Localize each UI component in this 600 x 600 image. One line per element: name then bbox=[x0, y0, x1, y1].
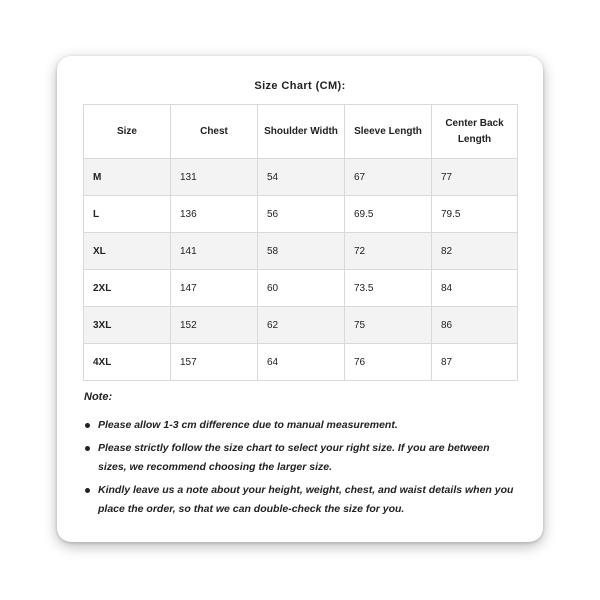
size-cell: 2XL bbox=[84, 270, 171, 307]
note-text: Please allow 1-3 cm difference due to manual measurement. bbox=[98, 419, 398, 431]
chest-cell: 152 bbox=[171, 307, 258, 344]
size-cell: 4XL bbox=[84, 344, 171, 381]
shoulder-width-cell: 54 bbox=[258, 159, 345, 196]
table-row bbox=[84, 307, 518, 344]
shoulder-width-cell: 62 bbox=[258, 307, 345, 344]
sleeve-length-cell: 76 bbox=[345, 344, 432, 381]
sleeve-length-cell: 69.5 bbox=[345, 196, 432, 233]
center-back-length-cell: 79.5 bbox=[432, 196, 518, 233]
shoulder-width-cell: 60 bbox=[258, 270, 345, 307]
table-row bbox=[84, 344, 518, 381]
note-list bbox=[84, 416, 518, 523]
table-row bbox=[84, 159, 518, 196]
sleeve-length-cell: 73.5 bbox=[345, 270, 432, 307]
size-chart-title: Size Chart (CM): bbox=[254, 80, 346, 92]
note-label: Note: bbox=[84, 391, 113, 403]
shoulder-width-cell: 58 bbox=[258, 233, 345, 270]
note-item bbox=[84, 439, 518, 477]
chest-cell: 157 bbox=[171, 344, 258, 381]
table-row bbox=[84, 270, 518, 307]
column-header-size: Size bbox=[84, 105, 171, 159]
center-back-length-cell: 77 bbox=[432, 159, 518, 196]
center-back-length-cell: 86 bbox=[432, 307, 518, 344]
sleeve-length-cell: 75 bbox=[345, 307, 432, 344]
size-chart-card bbox=[57, 56, 543, 542]
chest-cell: 136 bbox=[171, 196, 258, 233]
bullet-icon bbox=[85, 446, 90, 451]
table-row bbox=[84, 196, 518, 233]
shoulder-width-cell: 56 bbox=[258, 196, 345, 233]
note-item bbox=[84, 416, 518, 435]
size-cell: L bbox=[84, 196, 171, 233]
center-back-length-cell: 87 bbox=[432, 344, 518, 381]
table-header-row bbox=[84, 105, 518, 159]
note-text: Please strictly follow the size chart to select your right size. If you are between sizes, we recommend choosing the larger size. bbox=[98, 442, 490, 473]
table-row bbox=[84, 233, 518, 270]
size-table bbox=[83, 104, 518, 381]
column-header-shoulder-width: Shoulder Width bbox=[258, 105, 345, 159]
sleeve-length-cell: 67 bbox=[345, 159, 432, 196]
note-text: Kindly leave us a note about your height, weight, chest, and waist details when you place the order, so that we can double-check the size for you. bbox=[98, 484, 514, 515]
size-cell: M bbox=[84, 159, 171, 196]
column-header-sleeve-length: Sleeve Length bbox=[345, 105, 432, 159]
center-back-length-cell: 82 bbox=[432, 233, 518, 270]
column-header-center-back-length: Center Back Length bbox=[432, 105, 518, 159]
note-item bbox=[84, 481, 518, 519]
chest-cell: 147 bbox=[171, 270, 258, 307]
bullet-icon bbox=[85, 488, 90, 493]
column-header-chest: Chest bbox=[171, 105, 258, 159]
chest-cell: 141 bbox=[171, 233, 258, 270]
size-cell: XL bbox=[84, 233, 171, 270]
size-cell: 3XL bbox=[84, 307, 171, 344]
chest-cell: 131 bbox=[171, 159, 258, 196]
sleeve-length-cell: 72 bbox=[345, 233, 432, 270]
shoulder-width-cell: 64 bbox=[258, 344, 345, 381]
center-back-length-cell: 84 bbox=[432, 270, 518, 307]
bullet-icon bbox=[85, 423, 90, 428]
